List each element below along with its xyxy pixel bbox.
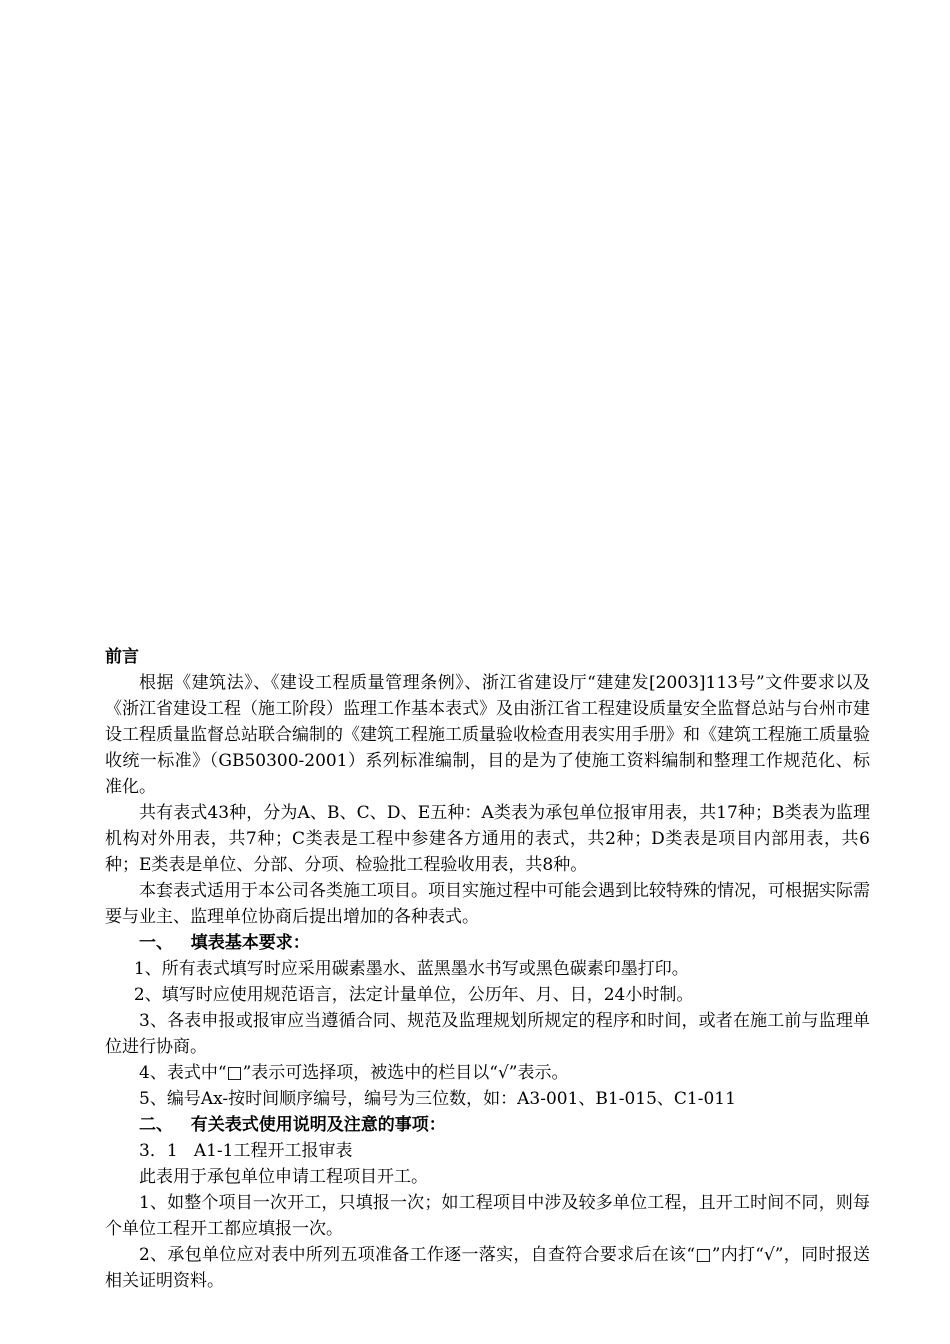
- section-1-heading: 一、 填表基本要求：: [139, 933, 310, 953]
- document-title: 前言: [105, 647, 139, 667]
- section-1-item-2: 2、填写时应使用规范语言，法定计量单位，公历年、月、日，24小时制。: [133, 985, 694, 1005]
- section-1-item-1: 1、所有表式填写时应采用碳素墨水、蓝黑墨水书写或黑色碳素印墨打印。: [133, 959, 689, 979]
- intro-paragraph-2: 共有表式43种，分为A、B、C、D、E五种：A类表为承包单位报审用表，共17种；B类表为监理机构对外用表，共7种；C类表是工程中参建各方通用的表式，共2种；D类表是项目内部用表，共6种；E类表是单位、分部、分项、检验批工程验收用表，共8种。: [105, 803, 870, 875]
- section-2-item-3: 2、承包单位应对表中所列五项准备工作逐一落实，自查符合要求后在该“□”内打“√”，同时报送相关证明资料。: [105, 1245, 870, 1291]
- section-2-subheading: 3．1 A1-1工程开工报审表: [139, 1141, 353, 1161]
- section-2-item-1: 此表用于承包单位申请工程项目开工。: [139, 1167, 428, 1187]
- document-page: [105, 644, 870, 1294]
- section-1-item-3: 3、各表申报或报审应当遵循合同、规范及监理规划所规定的程序和时间，或者在施工前与监理单位进行协商。: [105, 1011, 870, 1057]
- section-1-item-5: 5、编号Ax-按时间顺序编号，编号为三位数，如：A3-001、B1-015、C1-011: [139, 1089, 736, 1109]
- intro-paragraph-1: 根据《建筑法》、《建设工程质量管理条例》、浙江省建设厅“建建发[2003]113号”文件要求以及《浙江省建设工程（施工阶段）监理工作基本表式》及由浙江省工程建设质量安全监督总站与台州市建设工程质量监督总站联合编制的《建筑工程施工质量验收检查用表实用手册》和《建筑工程施工质量验收统一标准》（GB50300-2001）系列标准编制，目的是为了使施工资料编制和整理工作规范化、标准化。: [105, 673, 870, 797]
- section-2-heading: 二、 有关表式使用说明及注意的事项：: [139, 1115, 446, 1135]
- section-1-item-4: 4、表式中“□”表示可选择项，被选中的栏目以“√”表示。: [139, 1063, 569, 1083]
- intro-paragraph-3: 本套表式适用于本公司各类施工项目。项目实施过程中可能会遇到比较特殊的情况，可根据实际需要与业主、监理单位协商后提出增加的各种表式。: [105, 881, 870, 927]
- section-2-item-2: 1、如整个项目一次开工，只填报一次；如工程项目中涉及较多单位工程，且开工时间不同，则每个单位工程开工都应填报一次。: [105, 1193, 870, 1239]
